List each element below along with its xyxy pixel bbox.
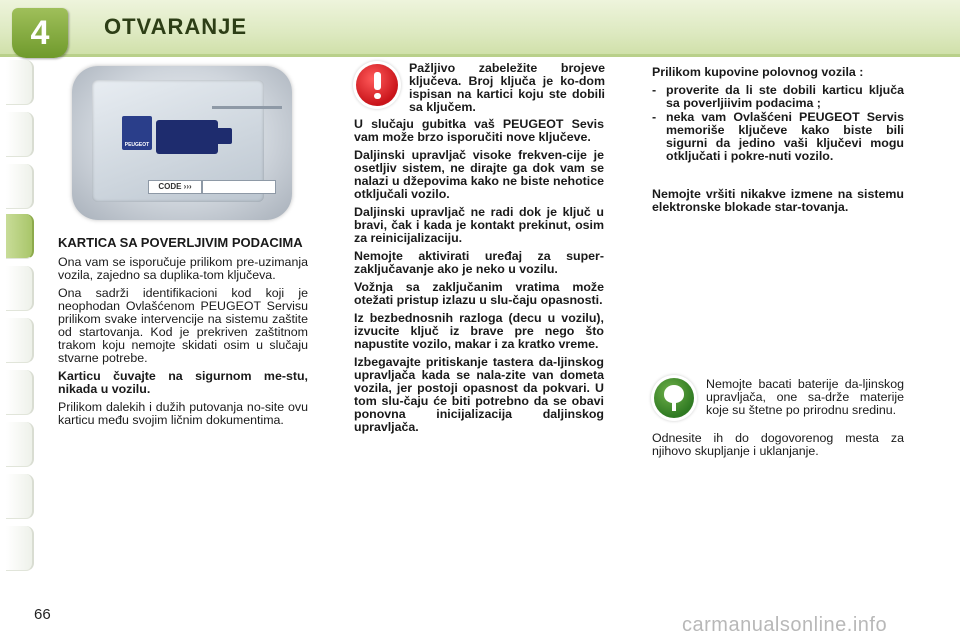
paragraph: Ona vam se isporučuje prilikom pre-uzimanja vozila, zajedno sa duplika-tom ključeva. [58,255,308,282]
code-field [202,180,276,194]
paragraph: Ona sadrži identifikacioni kod koji je neophodan Ovlašćenom PEUGEOT Servisu prilikom svake intervencije na sistemu zaštite od startovanja. Kod je prekriven zaštitnom trakom koju nemojte skidati osim u slučaju stvarne potrebe. [58,286,308,365]
paragraph-bold: Daljinski upravljač visoke frekven-cije je osetljiv sistem, ne dirajte ga dok vam se nalazi u džepovima kako ne biste nehotice otključali vozilo. [354,148,604,201]
paragraph-bold: Karticu čuvajte na sigurnom me-stu, nikada u vozilu. [58,369,308,396]
eco-text: Nemojte bacati baterije da-ljinskog upravljača, one sa-drže materije koje su štetne po prirodnu sredinu. [706,377,904,417]
card-plate [92,80,264,202]
paragraph: Odnesite ih do dogovorenog mesta za njihovo skupljanje i uklanjanje. [652,431,904,458]
header-divider [0,54,960,57]
column-right [652,66,904,168]
code-label: CODE ››› [148,180,202,194]
paragraph-bold: Vožnja sa zaključanim vratima može otežati pristup izlazu u slu-čaju opasnosti. [354,280,604,307]
used-car-intro: Prilikom kupovine polovnog vozila : [652,65,864,79]
watermark: carmanualsonline.info [682,614,888,636]
warning-text: Pažljivo zabeležite brojeve ključeva. Broj ključa je ko-dom ispisan na kartici koju ste dobili sa ključem. [409,61,605,114]
paragraph: Prilikom dalekih i dužih putovanja no-site ovu karticu među svojim ličnim dokumentima. [58,400,308,427]
chapter-tab-5[interactable] [6,266,34,311]
column-middle [354,118,604,439]
immobilizer-note [652,188,904,219]
chapter-number-badge: 4 [12,8,68,58]
chapter-tab-6[interactable] [6,318,34,363]
page-number: 66 [34,606,51,623]
card-heading: KARTICA SA POVERLJIVIM PODACIMA [58,235,303,250]
paragraph-bold: Nemojte aktivirati uređaj za super-zaključavanje ako je neko u vozilu. [354,249,604,276]
column-left [58,236,308,432]
peugeot-logo-icon: PEUGEOT [122,116,152,150]
used-car-checklist [652,84,904,163]
paragraph-bold: U slučaju gubitka vaš PEUGEOT Sevis vam može brzo isporučiti nove ključeve. [354,117,604,144]
key-icon [156,120,218,154]
warning-note [409,62,605,119]
key-card-illustration [72,66,292,220]
chapter-tab-2[interactable] [6,112,34,157]
section-title: OTVARANJE [104,14,248,39]
chapter-tab-9[interactable] [6,474,34,519]
paragraph-bold: Daljinski upravljač ne radi dok je ključ u bravi, čak i kada je kontakt prekinut, osim za reinicijalizaciju. [354,205,604,245]
warning-icon [356,64,398,106]
paragraph-bold: Nemojte vršiti nikakve izmene na sistemu elektronske blokade star-tovanja. [652,187,904,214]
eco-disposal [652,432,904,463]
chapter-tab-3[interactable] [6,164,34,209]
card-stripe [212,106,282,109]
chapter-tab-7[interactable] [6,370,34,415]
list-item: - neka vam Ovlašćeni PEUGEOT Servis memoriše ključeve kako biste bili sigurni da jedino vaši ključevi mogu otključati i pokre-nuti vozilo. [652,110,904,163]
chapter-tab-10[interactable] [6,526,34,571]
eco-note [706,378,904,422]
list-item: - proverite da li ste dobili karticu ključa sa poverljiivim podacima ; [652,83,904,110]
paragraph-bold: Iz bezbednosnih razloga (decu u vozilu), izvucite ključ iz brave pre nego što napustite vozilo, makar i za kratko vreme. [354,311,604,351]
paragraph-bold: Izbegavajte pritiskanje tastera da-ljinskog upravljača kada se nala-zite van dometa vozila, jer postoji opasnost da pokvari. U tom slu-čaju će biti potrebno da se obavi ponovna inicijalizacija daljinskog upravljača. [354,355,604,434]
environment-tree-icon [654,378,694,418]
chapter-tabs [0,60,34,580]
chapter-tab-4-active[interactable] [6,214,34,259]
chapter-tab-8[interactable] [6,422,34,467]
chapter-tab-1[interactable] [6,60,34,105]
